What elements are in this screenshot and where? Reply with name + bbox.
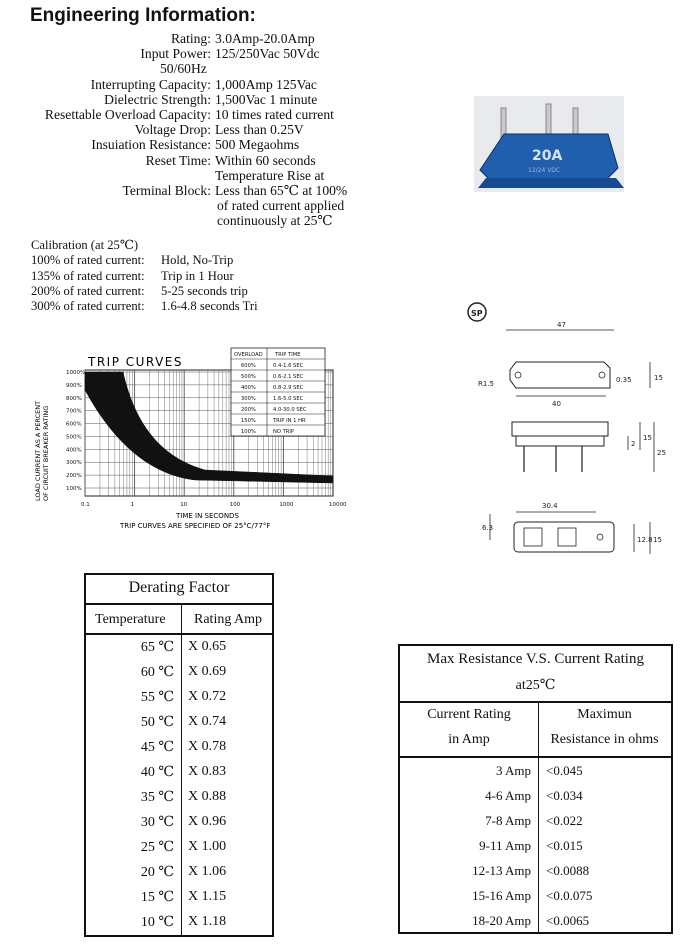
trip-y-tick: 300% bbox=[66, 460, 82, 467]
spec-label: Interrupting Capacity: bbox=[90, 76, 211, 92]
calibration-row bbox=[31, 269, 331, 284]
resistance-amp: 12-13 Amp bbox=[472, 863, 531, 878]
trip-y-tick: 800% bbox=[66, 395, 82, 402]
trip-legend-time: NO TRIP bbox=[273, 429, 295, 435]
spec-value: 50/60Hz bbox=[160, 61, 207, 77]
spec-value: 1,500Vac 1 minute bbox=[215, 91, 318, 107]
spec-label: Insuiation Resistance: bbox=[91, 137, 211, 153]
derating-factor: X 0.74 bbox=[188, 714, 227, 729]
trip-y-tick: 400% bbox=[66, 447, 82, 454]
derating-temp: 50 ℃ bbox=[140, 715, 174, 730]
derating-factor: X 0.88 bbox=[188, 789, 227, 804]
spec-label: Resettable Overload Capacity: bbox=[44, 106, 211, 122]
derating-temp: 25 ℃ bbox=[140, 840, 174, 855]
calibration-heading: Calibration (at 25℃) bbox=[31, 238, 139, 252]
trip-legend-overload: 100% bbox=[241, 429, 256, 435]
trip-legend-time: 0.8-2.9 SEC bbox=[273, 385, 304, 391]
dim-2: 2 bbox=[631, 440, 636, 448]
trip-legend-time: 1.6-5.0 SEC bbox=[273, 396, 304, 402]
derating-temp: 10 ℃ bbox=[140, 915, 174, 930]
spec-label: Reset Time: bbox=[145, 152, 211, 168]
spec-value: 1,000Amp 125Vac bbox=[215, 76, 317, 92]
trip-footnote: TRIP CURVES ARE SPECIFIED OF 25°C/77°F bbox=[120, 522, 271, 530]
resistance-amp: 18-20 Amp bbox=[472, 913, 531, 928]
spec-label: Dielectric Strength: bbox=[104, 91, 211, 107]
derating-temp: 55 ℃ bbox=[140, 690, 174, 705]
derating-table bbox=[84, 573, 274, 937]
trip-x-tick: 1 bbox=[130, 502, 135, 508]
spec-value: 10 times rated current bbox=[215, 106, 334, 122]
trip-legend-overload: 150% bbox=[241, 418, 256, 424]
dim-47: 47 bbox=[557, 321, 566, 329]
resistance-ohm: <0.045 bbox=[546, 763, 583, 778]
spec-value: 500 Megaohms bbox=[215, 137, 300, 153]
spec-row bbox=[0, 122, 420, 137]
certification-mark-text: SP bbox=[471, 309, 483, 318]
product-photo bbox=[466, 90, 628, 200]
dim-128: 12.8 bbox=[637, 536, 653, 544]
spec-row bbox=[0, 213, 420, 228]
resistance-amp: 3 Amp bbox=[495, 763, 531, 778]
spec-row bbox=[0, 168, 420, 183]
derating-header-rating: Rating Amp bbox=[194, 612, 263, 627]
calibration-value: 5-25 seconds trip bbox=[161, 283, 248, 298]
derating-header-temp: Temperature bbox=[95, 612, 166, 627]
trip-x-tick: 100 bbox=[229, 502, 241, 508]
trip-y-tick: 900% bbox=[66, 382, 82, 389]
spec-row bbox=[0, 183, 420, 198]
derating-temp: 65 ℃ bbox=[140, 640, 174, 655]
derating-factor: X 1.15 bbox=[188, 889, 227, 904]
trip-y-tick: 100% bbox=[66, 486, 82, 492]
trip-x-tick: 1000 bbox=[279, 502, 294, 508]
spec-value: 125/250Vac 50Vdc bbox=[215, 46, 320, 62]
spec-value: continuously at 25℃ bbox=[217, 213, 333, 229]
resistance-header-a-1: Current Rating bbox=[427, 707, 511, 722]
spec-row bbox=[0, 198, 420, 213]
trip-legend-time: 0.6-2.1 SEC bbox=[273, 374, 304, 380]
resistance-header-b-2: Resistance in ohms bbox=[550, 732, 659, 747]
derating-temp: 40 ℃ bbox=[140, 765, 174, 780]
derating-factor: X 0.69 bbox=[188, 664, 227, 679]
spec-row bbox=[0, 46, 420, 61]
derating-temp: 60 ℃ bbox=[140, 665, 174, 680]
spec-list bbox=[0, 31, 420, 228]
resistance-ohm: <0.0088 bbox=[546, 863, 590, 878]
calibration-label: 200% of rated current: bbox=[31, 283, 145, 298]
spec-value: Within 60 seconds bbox=[215, 152, 316, 168]
dim-15a: 15 bbox=[654, 374, 663, 382]
derating-temp: 45 ℃ bbox=[140, 740, 174, 755]
resistance-amp: 7-8 Amp bbox=[485, 813, 531, 828]
spec-label: Rating: bbox=[170, 31, 211, 46]
derating-temp: 15 ℃ bbox=[140, 890, 174, 905]
calibration-section bbox=[31, 238, 331, 314]
trip-legend-time: 4.0-30.0 SEC bbox=[273, 407, 307, 413]
spec-row bbox=[0, 137, 420, 152]
trip-x-tick: 10000 bbox=[329, 502, 347, 508]
spec-row bbox=[0, 77, 420, 92]
trip-legend-header: TRIP TIME bbox=[275, 352, 301, 358]
trip-ylabel-2: OF CIRCUIT BREAKER RATING bbox=[42, 405, 50, 501]
trip-x-tick: 0.1 bbox=[81, 502, 90, 508]
calibration-label: 135% of rated current: bbox=[31, 268, 145, 283]
calibration-row bbox=[31, 299, 331, 314]
resistance-ohm: <0.015 bbox=[546, 838, 583, 853]
trip-legend-overload: 600% bbox=[241, 363, 256, 369]
resistance-amp: 4-6 Amp bbox=[485, 788, 531, 803]
trip-y-tick: 500% bbox=[66, 434, 82, 441]
spec-value: 3.0Amp-20.0Amp bbox=[215, 31, 315, 46]
spec-value: Temperature Rise at bbox=[215, 167, 325, 183]
dim-40: 40 bbox=[552, 400, 561, 408]
trip-x-tick: 10 bbox=[180, 502, 188, 508]
spec-row bbox=[0, 31, 420, 46]
trip-y-tick: 600% bbox=[66, 421, 82, 428]
derating-factor: X 1.00 bbox=[188, 839, 227, 854]
trip-legend-time: TRIP IN 1 HR bbox=[273, 418, 306, 424]
spec-label: Input Power: bbox=[140, 46, 211, 62]
derating-title: Derating Factor bbox=[128, 579, 230, 596]
derating-factor: X 0.72 bbox=[188, 689, 227, 704]
calibration-value: Hold, No-Trip bbox=[161, 253, 234, 268]
photo-sublabel: 12/24 VDC bbox=[528, 167, 561, 174]
resistance-title-2: at25℃ bbox=[515, 678, 556, 693]
trip-ylabel-1: LOAD CURRENT AS A PERCENT bbox=[34, 400, 42, 501]
calibration-row bbox=[31, 284, 331, 299]
trip-legend-overload: 500% bbox=[241, 374, 256, 380]
trip-curves-title: TRIP CURVES bbox=[88, 355, 184, 369]
dim-63: 6.3 bbox=[482, 524, 494, 532]
resistance-title-1: Max Resistance V.S. Current Rating bbox=[427, 651, 644, 667]
trip-y-tick: 200% bbox=[66, 473, 82, 480]
trip-legend-header: OVERLOAD bbox=[234, 352, 263, 358]
spec-value: Less than 65℃ at 100% bbox=[215, 182, 348, 198]
trip-legend-time: 0.4-1.6 SEC bbox=[273, 363, 304, 369]
derating-factor: X 1.06 bbox=[188, 864, 227, 879]
spec-label: Voltage Drop: bbox=[134, 122, 211, 138]
resistance-ohm: <0.034 bbox=[546, 788, 583, 803]
spec-row bbox=[0, 92, 420, 107]
dim-15c: 15 bbox=[653, 536, 662, 544]
trip-legend-overload: 300% bbox=[241, 396, 256, 402]
derating-factor: X 0.96 bbox=[188, 814, 227, 829]
resistance-table bbox=[398, 644, 673, 934]
resistance-ohm: <0.0065 bbox=[546, 913, 590, 928]
dimensional-drawing bbox=[464, 300, 674, 560]
spec-row bbox=[0, 107, 420, 122]
resistance-ohm: <0.0.075 bbox=[546, 888, 593, 903]
derating-factor: X 0.83 bbox=[188, 764, 227, 779]
spec-value: of rated current applied bbox=[217, 198, 345, 214]
derating-temp: 35 ℃ bbox=[140, 790, 174, 805]
photo-label: 20A bbox=[532, 148, 563, 164]
dim-15b: 15 bbox=[643, 434, 652, 442]
trip-legend-overload: 200% bbox=[241, 407, 256, 413]
spec-row bbox=[0, 153, 420, 168]
resistance-amp: 9-11 Amp bbox=[479, 838, 531, 853]
dim-035: 0.35 bbox=[616, 376, 632, 384]
resistance-header-a-2: in Amp bbox=[448, 732, 490, 747]
calibration-label: 300% of rated current: bbox=[31, 299, 145, 314]
calibration-value: Trip in 1 Hour bbox=[161, 268, 234, 283]
dim-r15: R1.5 bbox=[478, 380, 494, 388]
page-title: Engineering Information: bbox=[30, 5, 256, 26]
resistance-ohm: <0.022 bbox=[546, 813, 583, 828]
derating-factor: X 0.65 bbox=[188, 639, 227, 654]
trip-xlabel: TIME IN SECONDS bbox=[176, 512, 239, 520]
resistance-header-b-1: Maximun bbox=[577, 707, 632, 722]
spec-row bbox=[0, 61, 420, 76]
trip-curves-chart bbox=[28, 346, 347, 536]
dim-304: 30.4 bbox=[542, 502, 558, 510]
trip-legend-overload: 400% bbox=[241, 385, 256, 391]
derating-temp: 30 ℃ bbox=[140, 815, 174, 830]
spec-label: Terminal Block: bbox=[122, 182, 211, 198]
derating-factor: X 0.78 bbox=[188, 739, 227, 754]
resistance-amp: 15-16 Amp bbox=[472, 888, 531, 903]
derating-temp: 20 ℃ bbox=[140, 865, 174, 880]
calibration-value: 1.6-4.8 seconds Tri bbox=[161, 299, 258, 314]
dim-25: 25 bbox=[657, 449, 666, 457]
trip-y-tick: 1000% bbox=[66, 370, 86, 376]
calibration-row bbox=[31, 253, 331, 268]
trip-y-tick: 700% bbox=[66, 408, 82, 415]
derating-factor: X 1.18 bbox=[188, 914, 227, 929]
calibration-label: 100% of rated current: bbox=[31, 253, 145, 268]
spec-value: Less than 0.25V bbox=[215, 122, 304, 138]
